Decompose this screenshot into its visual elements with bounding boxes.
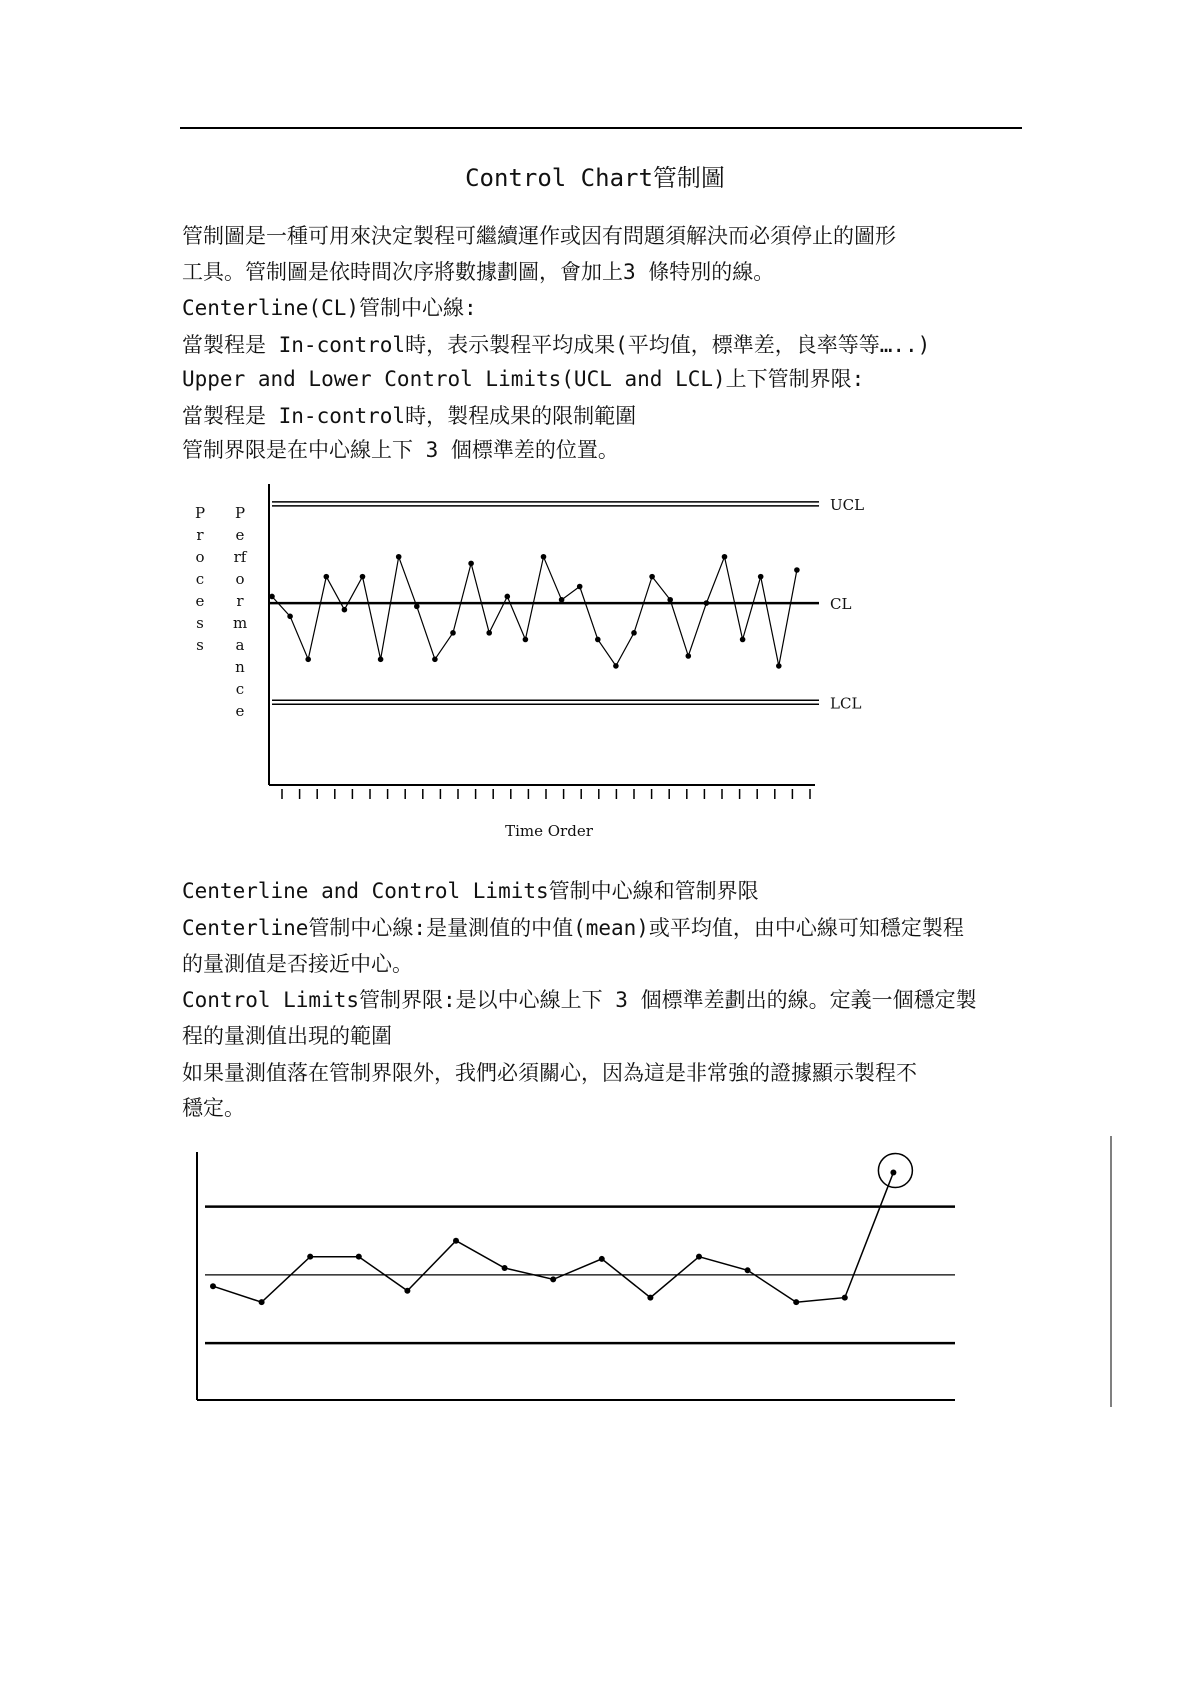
data-point	[686, 653, 692, 659]
intro-line-7: 管制界限是在中心線上下 3 個標準差的位置。	[182, 438, 619, 462]
intro-line-3: Centerline(CL)管制中心線:	[182, 296, 477, 320]
chart2-data-point	[307, 1254, 313, 1260]
data-point	[595, 637, 601, 643]
section2-line-5: 程的量測值出現的範圍	[182, 1024, 392, 1048]
series-line	[272, 557, 797, 666]
intro-line-2: 工具。管制圖是依時間次序將數據劃圖，會加上3 條特別的線。	[182, 260, 775, 284]
intro-line-5: Upper and Lower Control Limits(UCL and LCL)上下管制界限:	[182, 367, 865, 391]
section2-line-2: Centerline管制中心線:是量測值的中值(mean)或平均值，由中心線可知穩定製程	[182, 916, 964, 940]
chart2-data-point	[550, 1276, 556, 1282]
data-point	[613, 663, 619, 669]
chart2-data-point	[793, 1299, 799, 1305]
data-point	[577, 584, 583, 590]
data-point	[649, 574, 655, 580]
section2-line-3: 的量測值是否接近中心。	[182, 952, 413, 976]
data-point	[794, 567, 800, 573]
chart2-data-point	[745, 1267, 751, 1273]
chart2-data-point	[647, 1295, 653, 1301]
data-point	[505, 594, 511, 600]
section2-line-6: 如果量測值落在管制界限外，我們必須關心，因為這是非常強的證據顯示製程不	[182, 1061, 917, 1085]
page-title: Control Chart管制圖	[465, 164, 725, 192]
data-point	[667, 597, 673, 603]
chart2-data-point	[404, 1288, 410, 1294]
data-point	[450, 630, 456, 636]
data-point	[523, 637, 529, 643]
lcl-label: LCL	[830, 694, 862, 713]
data-point	[287, 614, 293, 620]
data-point	[722, 554, 728, 560]
chart2-data-point	[890, 1169, 896, 1175]
section2-line-1: Centerline and Control Limits管制中心線和管制界限	[182, 879, 759, 903]
y-axis-label-process: Process	[194, 504, 206, 654]
chart2-data-point	[453, 1238, 459, 1244]
data-point	[486, 630, 492, 636]
data-point	[305, 657, 311, 663]
data-point	[758, 574, 764, 580]
ucl-label: UCL	[830, 495, 865, 514]
data-point	[432, 657, 438, 663]
intro-line-1: 管制圖是一種可用來決定製程可繼續運作或因有問題須解決而必須停止的圖形	[182, 224, 896, 248]
data-point	[360, 574, 366, 580]
data-point	[541, 554, 547, 560]
data-point	[324, 574, 330, 580]
chart2-data-point	[599, 1256, 605, 1262]
data-point	[631, 630, 637, 636]
data-point	[740, 637, 746, 643]
section2-line-4: Control Limits管制界限:是以中心線上下 3 個標準差劃出的線。定義一個穩定製	[182, 988, 977, 1012]
y-axis-label-performance: Performance	[233, 504, 248, 720]
x-axis-label: Time Order	[505, 822, 593, 840]
section2-line-7: 穩定。	[182, 1096, 245, 1120]
chart2-data-point	[356, 1254, 362, 1260]
data-point	[414, 604, 420, 610]
chart2-data-point	[696, 1254, 702, 1260]
data-point	[704, 600, 710, 606]
chart2-series-line	[213, 1173, 893, 1303]
data-point	[342, 607, 348, 613]
data-point	[396, 554, 402, 560]
data-point	[559, 597, 565, 603]
data-point	[468, 561, 474, 567]
chart2-data-point	[502, 1265, 508, 1271]
intro-line-6: 當製程是 In-control時，製程成果的限制範圍	[182, 404, 637, 428]
chart2-data-point	[210, 1283, 216, 1289]
chart2-data-point	[259, 1299, 265, 1305]
data-point	[378, 657, 384, 663]
data-point	[269, 594, 275, 600]
cl-label: CL	[830, 595, 852, 614]
intro-line-4: 當製程是 In-control時，表示製程平均成果(平均值，標準差，良率等等…..)	[182, 333, 931, 357]
chart2-data-point	[842, 1295, 848, 1301]
data-point	[776, 663, 782, 669]
